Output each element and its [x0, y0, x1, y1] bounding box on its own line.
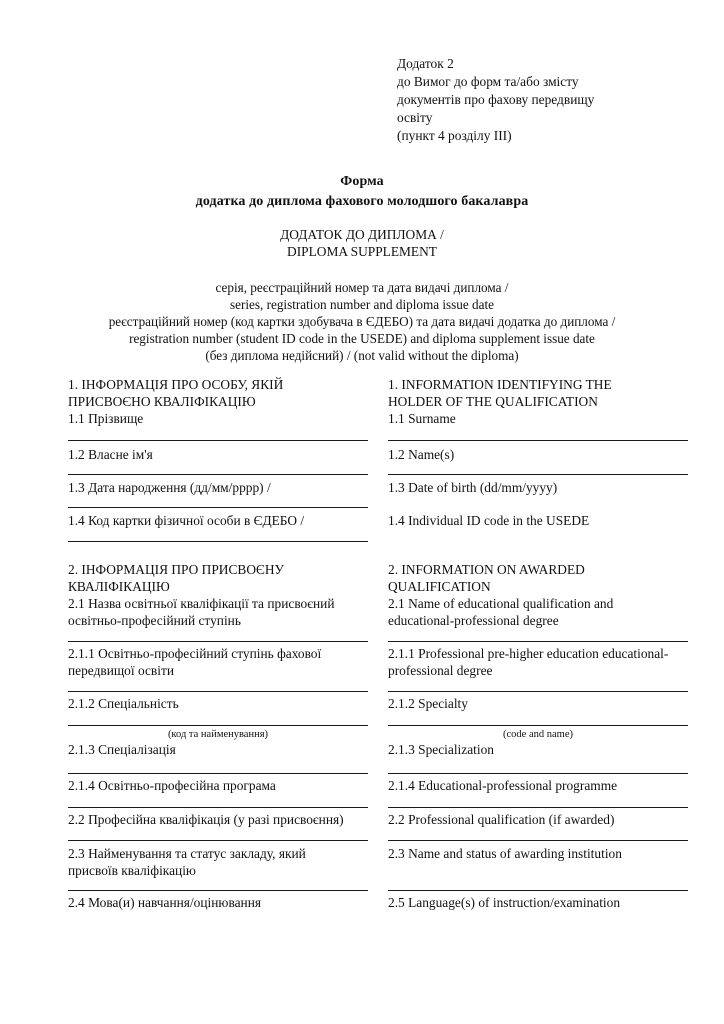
specialty-hint-en: (code and name)	[503, 729, 573, 740]
label-line: 2.1 Назва освітньої кваліфікації та присвоєний	[68, 596, 335, 611]
annex-line: Додаток 2	[397, 56, 454, 71]
annex-reference	[397, 55, 697, 145]
field-line-programme-uk[interactable]	[68, 807, 368, 808]
meta-line: реєстраційний номер (код картки здобувача в ЄДЕБО) та дата видачі додатка до диплома /	[108, 314, 616, 329]
supplement-title-uk: ДОДАТОК ДО ДИПЛОМА /	[280, 227, 444, 242]
annex-line: освіту	[397, 110, 433, 125]
field-label-surname-uk: 1.1 Прізвище	[68, 411, 144, 426]
field-line-specialty-en[interactable]	[388, 725, 688, 726]
field-line-specialty-uk[interactable]	[68, 725, 368, 726]
label-line: 2.3 Найменування та статус закладу, який	[68, 846, 306, 861]
field-line-name-uk[interactable]	[68, 474, 368, 475]
field-line-degree-en[interactable]	[388, 691, 688, 692]
annex-line: до Вимог до форм та/або змісту	[397, 74, 579, 89]
heading-line: 2. ІНФОРМАЦІЯ ПРО ПРИСВОЄНУ	[68, 562, 284, 577]
field-line-birthdate-uk[interactable]	[68, 507, 368, 508]
field-line-qualification-name-uk[interactable]	[68, 641, 368, 642]
meta-line: серія, реєстраційний номер та дата видачі диплома /	[215, 280, 509, 295]
field-label-name-en: 1.2 Name(s)	[388, 447, 455, 462]
meta-line: registration number (student ID code in the USEDE) and diploma supplement issue date	[129, 331, 595, 346]
field-label-programme-en: 2.1.4 Educational-professional programme	[388, 778, 618, 793]
field-label-id-code-uk: 1.4 Код картки фізичної особи в ЄДЕБО /	[68, 513, 305, 528]
label-line: 2.1.1 Освітньо-професійний ступінь фахової	[68, 646, 322, 661]
field-line-professional-qualification-en[interactable]	[388, 840, 688, 841]
heading-line: HOLDER OF THE QUALIFICATION	[388, 394, 598, 409]
field-line-surname-uk[interactable]	[68, 440, 368, 441]
field-line-degree-uk[interactable]	[68, 691, 368, 692]
field-label-name-uk: 1.2 Власне ім'я	[68, 447, 153, 462]
annex-line: документів про фахову передвищу	[397, 92, 595, 107]
field-label-institution-uk	[68, 845, 368, 879]
supplement-meta	[0, 279, 724, 364]
heading-line: ПРИСВОЄНО КВАЛІФІКАЦІЮ	[68, 394, 256, 409]
field-label-specialization-uk: 2.1.3 Спеціалізація	[68, 742, 176, 757]
label-line: присвоїв кваліфікацію	[68, 863, 196, 878]
heading-line: КВАЛІФІКАЦІЮ	[68, 579, 170, 594]
field-label-specialty-uk: 2.1.2 Спеціальність	[68, 696, 179, 711]
field-label-institution-en: 2.3 Name and status of awarding institution	[388, 846, 622, 861]
section2-heading-en	[388, 561, 688, 595]
heading-line: 1. INFORMATION IDENTIFYING THE	[388, 377, 612, 392]
field-label-id-code-en: 1.4 Individual ID code in the USEDE	[388, 513, 590, 528]
section2-heading-uk	[68, 561, 368, 595]
annex-line: (пункт 4 розділу III)	[397, 128, 512, 143]
field-label-birthdate-en: 1.3 Date of birth (dd/mm/yyyy)	[388, 480, 558, 495]
field-label-specialization-en: 2.1.3 Specialization	[388, 742, 494, 757]
field-label-birthdate-uk: 1.3 Дата народження (дд/мм/рррр) /	[68, 480, 271, 495]
label-line: educational-professional degree	[388, 613, 559, 628]
field-line-id-code-uk[interactable]	[68, 541, 368, 542]
heading-line: 1. ІНФОРМАЦІЯ ПРО ОСОБУ, ЯКІЙ	[68, 377, 284, 392]
field-line-qualification-name-en[interactable]	[388, 641, 688, 642]
meta-line: series, registration number and diploma issue date	[229, 297, 495, 312]
field-label-language-uk: 2.4 Мова(и) навчання/оцінювання	[68, 895, 262, 910]
field-line-specialization-en[interactable]	[388, 773, 688, 774]
specialty-hint-uk: (код та найменування)	[167, 729, 269, 740]
supplement-title	[0, 226, 724, 260]
form-title-line2: додатка до диплома фахового молодшого бакалавра	[195, 194, 529, 209]
label-line: освітньо-професійний ступінь	[68, 613, 241, 628]
field-line-institution-en[interactable]	[388, 890, 688, 891]
field-line-programme-en[interactable]	[388, 807, 688, 808]
field-label-professional-qualification-en: 2.2 Professional qualification (if awarded)	[388, 812, 615, 827]
label-line: 2.1 Name of educational qualification and	[388, 596, 614, 611]
field-line-surname-en[interactable]	[388, 440, 688, 441]
meta-line: (без диплома недійсний) / (not valid without the diploma)	[205, 348, 519, 363]
label-line: 2.1.1 Professional pre-higher education educational-	[388, 646, 669, 661]
field-label-specialty-en: 2.1.2 Specialty	[388, 696, 468, 711]
label-line: передвищої освіти	[68, 663, 174, 678]
form-title-line1: Форма	[340, 174, 384, 189]
field-label-qualification-name-en	[388, 595, 688, 629]
heading-line: 2. INFORMATION ON AWARDED	[388, 562, 585, 577]
section1-heading-en	[388, 376, 688, 410]
field-label-degree-en	[388, 645, 688, 679]
heading-line: QUALIFICATION	[388, 579, 491, 594]
section1-heading-uk	[68, 376, 368, 410]
field-label-professional-qualification-uk: 2.2 Професійна кваліфікація (у разі присвоєння)	[68, 812, 344, 827]
field-label-qualification-name-uk	[68, 595, 368, 629]
field-label-surname-en: 1.1 Surname	[388, 411, 456, 426]
label-line: professional degree	[388, 663, 493, 678]
supplement-title-en: DIPLOMA SUPPLEMENT	[287, 244, 437, 259]
field-line-institution-uk[interactable]	[68, 890, 368, 891]
field-label-language-en: 2.5 Language(s) of instruction/examination	[388, 895, 621, 910]
field-label-programme-uk: 2.1.4 Освітньо-професійна програма	[68, 778, 276, 793]
field-line-specialization-uk[interactable]	[68, 773, 368, 774]
field-line-professional-qualification-uk[interactable]	[68, 840, 368, 841]
field-label-degree-uk	[68, 645, 368, 679]
field-line-name-en[interactable]	[388, 474, 688, 475]
form-title	[0, 172, 724, 212]
